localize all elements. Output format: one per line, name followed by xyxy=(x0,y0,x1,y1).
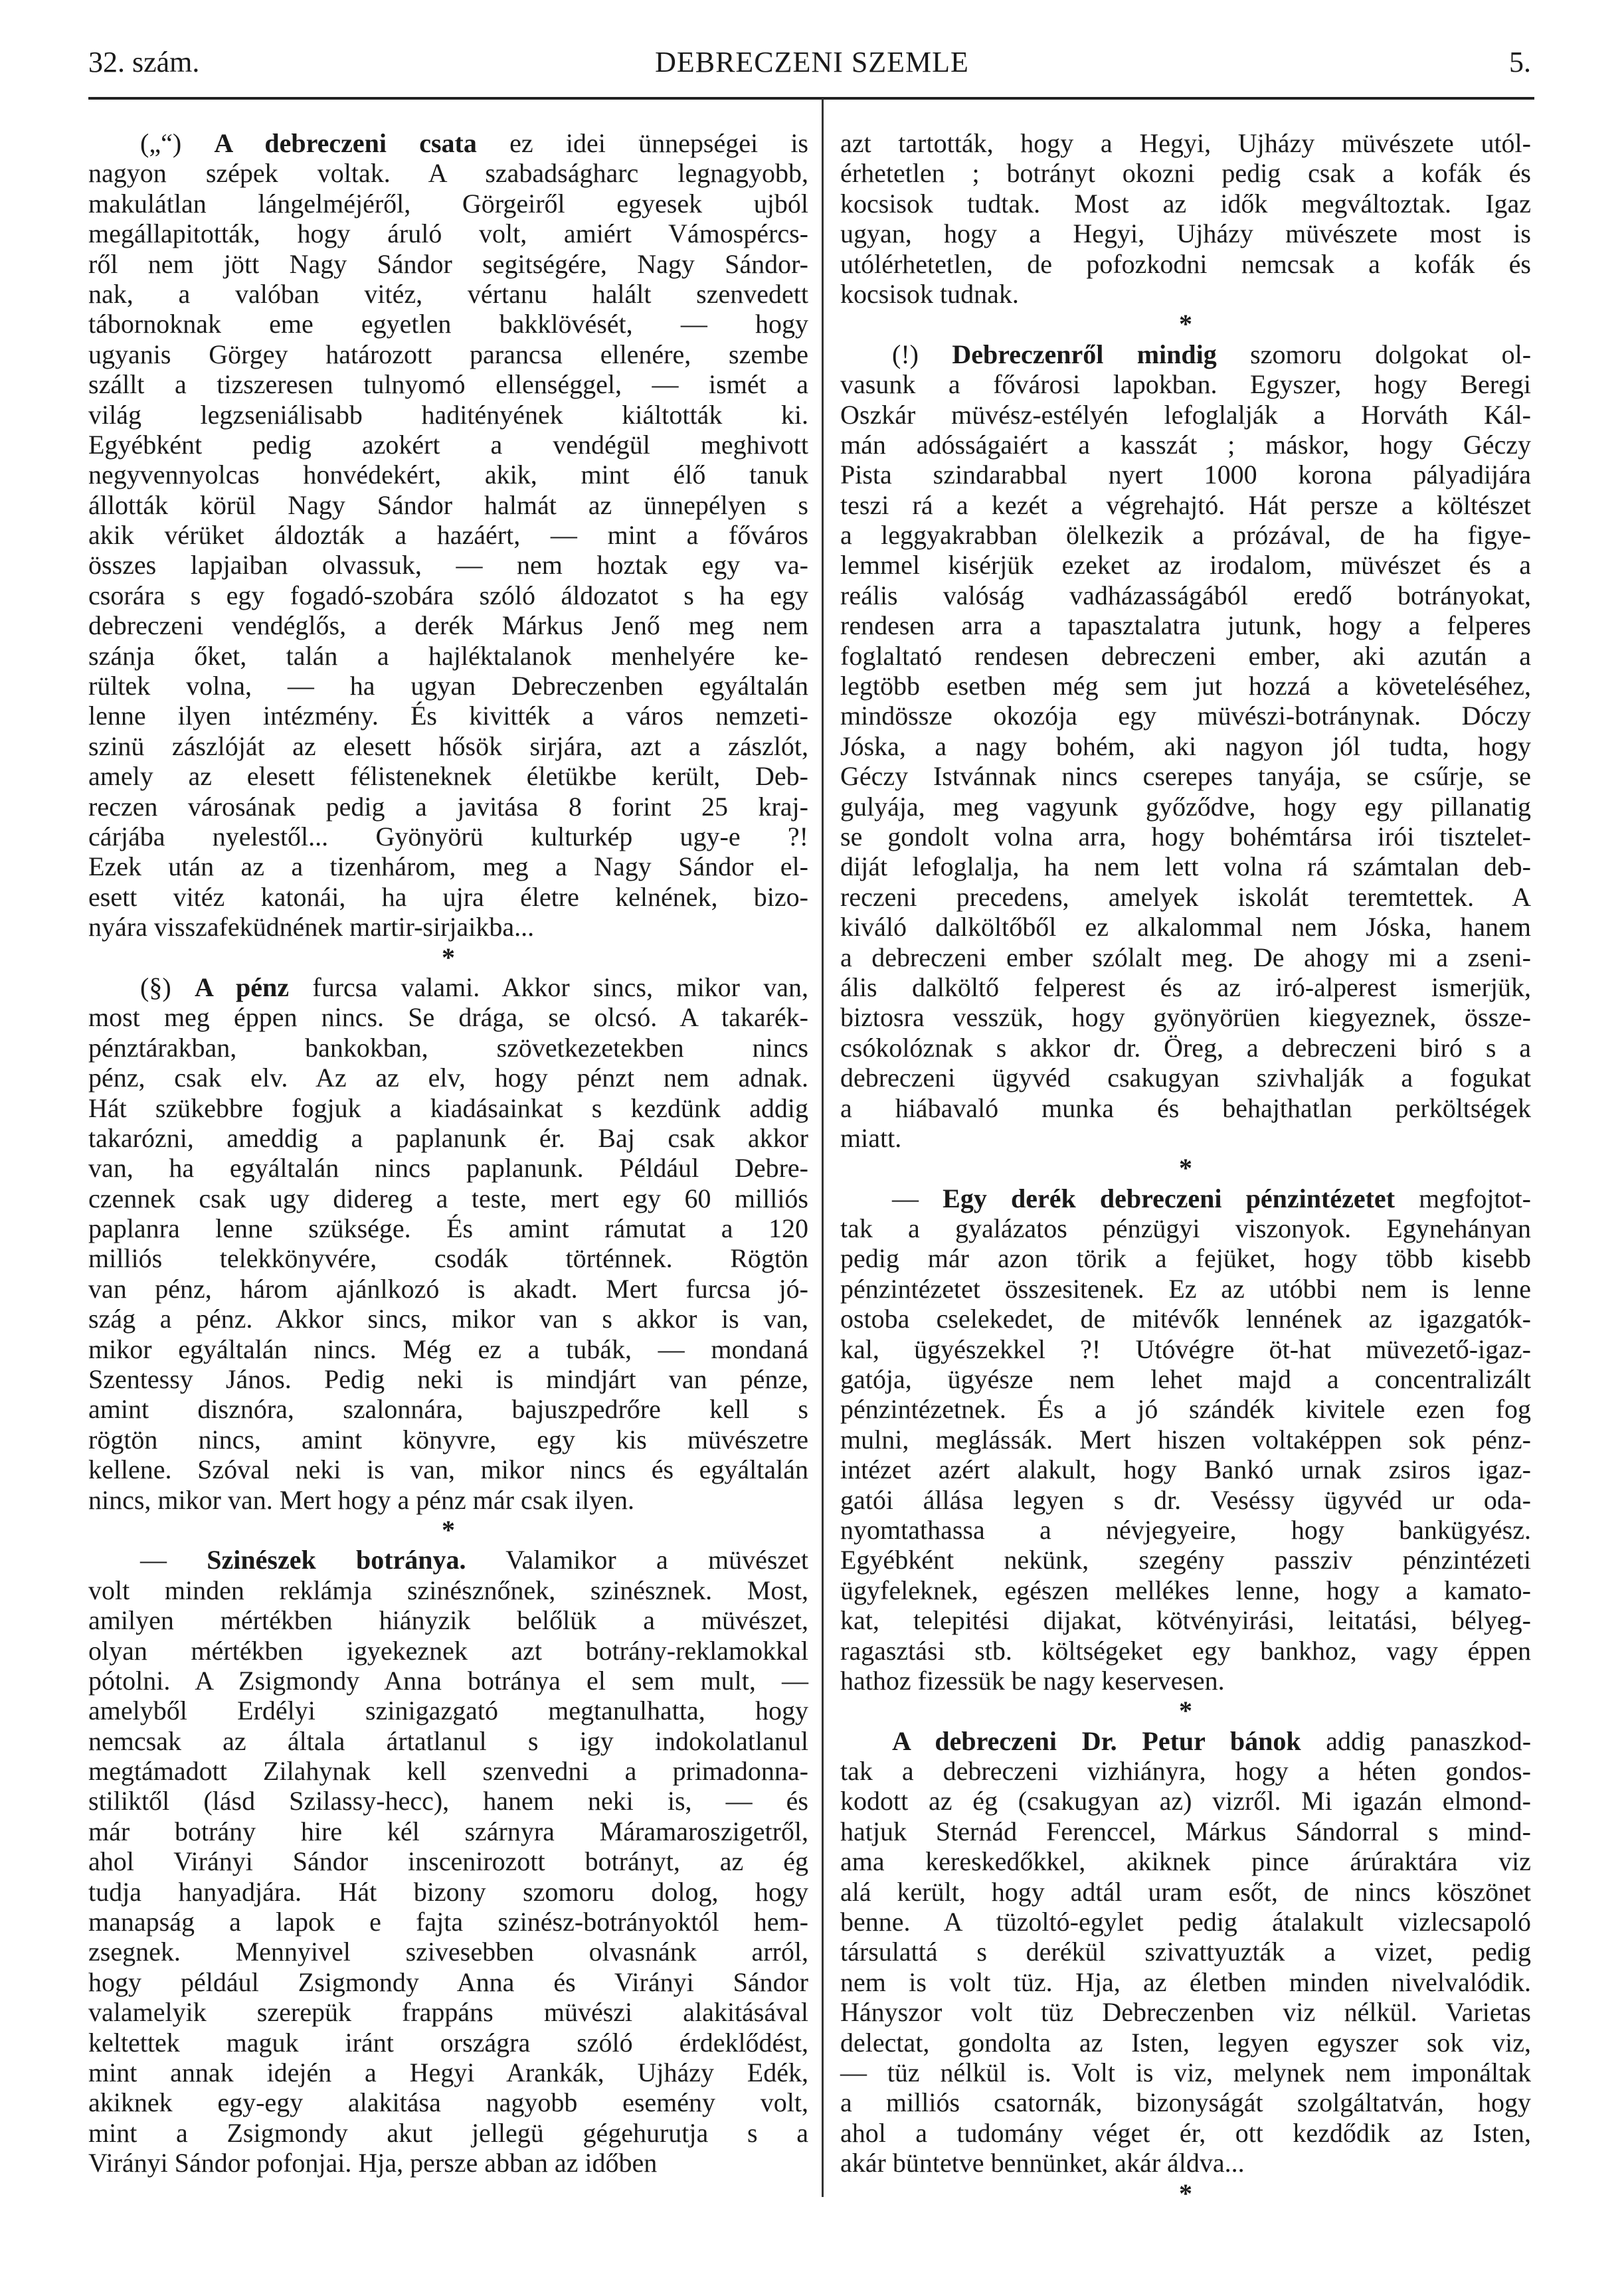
text-line xyxy=(840,158,1531,188)
text-line xyxy=(88,1454,808,1484)
line-text: pénztárakban, bankokban, szövetkezetekben nincs xyxy=(88,1032,808,1063)
line-text: állották körül Nagy Sándor halmát az ünnepélyen s xyxy=(88,489,808,520)
text-line xyxy=(840,1093,1531,1123)
line-text: társulattá s derékül szivattyuzták a vizet, pedig xyxy=(840,1937,1531,1967)
text-line xyxy=(88,1063,808,1093)
text-line xyxy=(88,1575,808,1605)
text-line xyxy=(88,1304,808,1334)
line-text: ahol a tudomány véget ér, ott kezdődik az Isten, xyxy=(840,2117,1531,2148)
text-line xyxy=(840,1063,1531,1093)
text-line xyxy=(88,2058,808,2087)
text-line xyxy=(88,189,808,219)
page-number: 5. xyxy=(1509,46,1531,78)
line-text: manapság a lapok e fajta szinész-botrányoktól hem- xyxy=(88,1907,808,1937)
line-text: rögtön nincs, amint könyvre, egy kis müvészetre xyxy=(88,1424,808,1454)
text-line xyxy=(88,1425,808,1454)
text-line xyxy=(88,882,808,912)
line-text: Hányszor volt tüz Debreczenben viz nélkül. Varietas xyxy=(840,1997,1531,2028)
line-text: keltettek maguk iránt országra szóló érdeklődést, xyxy=(88,2027,808,2058)
text-line xyxy=(840,942,1531,972)
line-text: kat, telepitési dijakat, kötvényirási, leitatási, bélyeg- xyxy=(840,1605,1531,1636)
text-line xyxy=(840,610,1531,640)
text-line xyxy=(840,1033,1531,1063)
section-separator: * xyxy=(1179,1153,1192,1184)
text-line xyxy=(840,1364,1531,1394)
text-line xyxy=(88,460,808,489)
text-line xyxy=(840,1786,1531,1816)
line-text: van pénz, három ajánlkozó is akadt. Mert furcsa jó- xyxy=(88,1273,808,1304)
text-line xyxy=(88,580,808,610)
text-line xyxy=(88,1093,808,1123)
article-paragraph xyxy=(88,972,808,1515)
article-paragraph xyxy=(88,128,808,942)
line-text: most meg éppen nincs. Se drága, se olcsó. A takarék- xyxy=(88,1002,808,1033)
article-lead: A pénz xyxy=(195,972,290,1002)
text-line xyxy=(840,580,1531,610)
text-line xyxy=(840,1575,1531,1605)
article-marker: — xyxy=(892,1183,943,1213)
article-lead: Egy derék debreczeni pénzintézetet xyxy=(943,1183,1396,1213)
line-text: pótolni. A Zsigmondy Anna botránya el sem mult, — xyxy=(88,1665,808,1696)
line-text: amely az elesett félisteneknek életükbe került, Deb- xyxy=(88,761,808,792)
text-line xyxy=(840,430,1531,460)
line-text: debreczeni vendéglős, a derék Márkus Jenő meg nem xyxy=(88,610,808,641)
line-text: makulátlan lángelméjéről, Görgeiről egyesek ujból xyxy=(88,188,808,219)
text-line xyxy=(840,1605,1531,1635)
line-text: mindössze okozója egy müvészi-botránynak. Dóczy xyxy=(840,701,1531,731)
line-text: a hiábavaló munka és behajthatlan perköltségek xyxy=(840,1093,1531,1123)
line-text: amint disznóra, szalonnára, bajuszpedrőre kell s xyxy=(88,1394,808,1425)
line-text: hathoz fizessük be nagy keservesen. xyxy=(840,1665,1225,1696)
text-line xyxy=(88,912,808,942)
issue-number: 32. szám. xyxy=(88,46,200,78)
line-text: pedig már azon törik a fejüket, hogy több kisebb xyxy=(840,1243,1531,1274)
text-line xyxy=(840,1394,1531,1424)
text-line xyxy=(88,1184,808,1213)
text-line xyxy=(840,369,1531,399)
left-column xyxy=(88,128,808,2178)
line-text: foglaltató rendesen debreczeni ember, aki azután a xyxy=(840,640,1531,671)
text-line xyxy=(88,1636,808,1666)
line-text: Jóska, a nagy bohém, aki nagyon jól tudta, hogy xyxy=(840,731,1531,761)
line-text: addig panaszkod- xyxy=(1301,1725,1532,1756)
text-line xyxy=(840,1877,1531,1907)
text-line xyxy=(88,1907,808,1937)
line-text: rendesen arra a tapasztalatra jutunk, hogy a felperes xyxy=(840,610,1531,641)
text-line xyxy=(88,1545,808,1575)
right-column xyxy=(840,128,1531,2208)
text-line xyxy=(88,430,808,460)
line-text: tak a gyalázatos pénzügyi viszonyok. Egynehányan xyxy=(840,1213,1531,1244)
text-line xyxy=(840,1937,1531,1967)
line-text: legtöbb esetben még sem jut hozzá a követeléséhez, xyxy=(840,671,1531,701)
text-line xyxy=(840,792,1531,822)
section-separator: * xyxy=(442,942,455,972)
text-line xyxy=(840,339,1531,369)
text-line xyxy=(88,128,808,158)
line-text: Egyébként nekünk, szegény passziv pénzintézeti xyxy=(840,1545,1531,1575)
line-text: vasunk a fővárosi lapokban. Egyszer, hogy Beregi xyxy=(840,369,1531,400)
line-text: szág a pénz. Akkor sincs, mikor van s akkor is van, xyxy=(88,1304,808,1334)
line-text: — tüz nélkül is. Volt is viz, melynek nem imponáltak xyxy=(840,2058,1531,2087)
line-text: ez idei ünnepségei is xyxy=(476,128,808,158)
text-line xyxy=(840,1846,1531,1876)
text-line xyxy=(88,158,808,188)
line-text: Virányi Sándor pofonjai. Hja, persze abban az időben xyxy=(88,2148,658,2178)
line-text: paplanra lenne szüksége. És amint rámutat a 120 xyxy=(88,1213,808,1244)
line-text: mán adósságaiért a kasszát ; máskor, hogy Géczy xyxy=(840,429,1531,460)
line-text: ugyan, hogy a Hegyi, Ujházy müvészete most is xyxy=(840,219,1531,249)
line-text: valamelyik szerepük frappáns müvészi alakitásával xyxy=(88,1997,808,2028)
text-line xyxy=(840,1726,1531,1756)
line-text: mint a Zsigmondy akut jellegü gégehurutja s a xyxy=(88,2117,808,2148)
text-line xyxy=(840,2118,1531,2148)
text-line xyxy=(88,1666,808,1696)
text-line xyxy=(840,189,1531,219)
text-line xyxy=(840,1334,1531,1364)
text-line xyxy=(840,1123,1531,1153)
line-text: megfojtot- xyxy=(1395,1183,1532,1213)
text-line xyxy=(88,1213,808,1243)
text-line xyxy=(840,1425,1531,1454)
article-paragraph xyxy=(840,339,1531,1154)
text-line xyxy=(840,882,1531,912)
line-text: Ezek után az a tizenhárom, meg a Nagy Sándor el- xyxy=(88,851,808,882)
text-line xyxy=(840,2058,1531,2087)
text-line xyxy=(88,1153,808,1183)
line-text: reczen városának pedig a javitása 8 forint 25 kraj- xyxy=(88,791,808,822)
line-text: miatt. xyxy=(840,1122,902,1153)
line-text: nyomtathassa a névjegyeire, hogy bankügyész. xyxy=(840,1514,1531,1545)
text-line xyxy=(840,1907,1531,1937)
text-line xyxy=(88,520,808,550)
text-line xyxy=(88,671,808,701)
line-text: se gondolt volna arra, hogy bohémtársa irói tisztelet- xyxy=(840,821,1531,851)
article-lead: A debreczeni Dr. Petur bánok xyxy=(892,1725,1301,1756)
line-text: negyvennyolcas honvédekért, akik, mint élő tanuk xyxy=(88,460,808,490)
line-text: intézet azért alakult, hogy Bankó urnak zsiros igaz- xyxy=(840,1454,1531,1485)
text-line xyxy=(840,400,1531,430)
line-text: Oszkár müvész-estélyén lefoglalják a Horváth Kál- xyxy=(840,399,1531,430)
line-text: szinü zászlóját az elesett hősök sirjára, azt a zászlót, xyxy=(88,731,808,761)
text-line xyxy=(840,1002,1531,1032)
line-text: delectat, gondolta az Isten, legyen egyszer sok viz, xyxy=(840,2027,1531,2058)
text-line xyxy=(88,851,808,881)
text-line xyxy=(88,1756,808,1786)
line-text: amelyből Erdélyi szinigazgató megtanulhatta, hogy xyxy=(88,1696,808,1726)
text-line xyxy=(840,851,1531,881)
line-text: nemcsak az általa ártatlanul s igy indokolatlanul xyxy=(88,1725,808,1756)
text-line xyxy=(88,1937,808,1967)
line-text: ragasztási stb. költségeket egy bankhoz, vagy éppen xyxy=(840,1635,1531,1666)
line-text: szállt a tizszeresen tulnyomó ellenséggel, — ismét a xyxy=(88,369,808,400)
line-text: mint annak idején a Hegyi Arankák, Ujházy Edék, xyxy=(88,2058,808,2087)
text-line xyxy=(88,400,808,430)
text-line xyxy=(88,1364,808,1394)
text-line xyxy=(840,1636,1531,1666)
line-text: furcsa valami. Akkor sincs, mikor van, xyxy=(289,972,808,1002)
text-line xyxy=(840,1274,1531,1304)
line-text: rültek volna, — ha ugyan Debreczenben egyáltalán xyxy=(88,671,808,701)
text-line xyxy=(840,2028,1531,2058)
text-line xyxy=(88,369,808,399)
text-line xyxy=(840,1997,1531,2027)
line-text: csókolóznak s akkor dr. Öreg, a debreczeni biró s a xyxy=(840,1032,1531,1063)
line-text: lenne ilyen intézmény. És kivitték a város nemzeti- xyxy=(88,701,808,731)
text-line xyxy=(88,641,808,671)
line-text: ostoba cselekedet, de mitévők lennének az igazgatók- xyxy=(840,1304,1531,1334)
article-lead: A debreczeni csata xyxy=(214,128,477,158)
line-text: kellene. Szóval neki is van, mikor nincs és egyáltalán xyxy=(88,1454,808,1485)
line-text: kiváló dalköltőből ez alkalommal nem Jóska, hanem xyxy=(840,912,1531,942)
article-marker: („“) xyxy=(140,128,215,158)
text-line xyxy=(840,520,1531,550)
line-text: akár büntetve bennünket, akár áldva... xyxy=(840,2148,1245,2178)
text-line xyxy=(840,1756,1531,1786)
line-text: pénzintézetnek. És a jó szándék kivitele ezen fog xyxy=(840,1394,1531,1425)
line-text: Géczy Istvánnak nincs cserepes tanyája, se csűrje, se xyxy=(840,761,1531,792)
line-text: azt tartották, hogy a Hegyi, Ujházy müvészete utól- xyxy=(840,128,1531,158)
line-text: kocsisok tudnak. xyxy=(840,278,1019,309)
line-text: nagyon szépek voltak. A szabadságharc legnagyobb, xyxy=(88,158,808,189)
line-text: a debreczeni ember szólalt meg. De ahogy mi a zseni- xyxy=(840,942,1531,972)
section-separator: * xyxy=(1179,309,1192,339)
text-line xyxy=(840,1666,1531,1696)
text-line xyxy=(88,550,808,580)
line-text: alá került, hogy adtál uram esőt, de nincs köszönet xyxy=(840,1876,1531,1907)
line-text: hogy például Zsigmondy Anna és Virányi Sándor xyxy=(88,1967,808,1997)
line-text: nyára visszafeküdnének martir-sirjaikba... xyxy=(88,912,535,942)
column-divider xyxy=(822,98,824,2197)
text-line xyxy=(840,128,1531,158)
article-marker: — xyxy=(140,1545,207,1575)
text-line xyxy=(840,822,1531,851)
line-text: cárjába nyelestől... Gyönyörü kulturkép ugy-e ?! xyxy=(88,821,808,851)
text-line xyxy=(88,1997,808,2027)
text-line xyxy=(88,1243,808,1273)
text-line xyxy=(88,731,808,761)
text-line xyxy=(840,1454,1531,1484)
text-line xyxy=(840,550,1531,580)
text-line xyxy=(840,1304,1531,1334)
line-text: teszi rá a kezét a végrehajtó. Hát persze a költészet xyxy=(840,489,1531,520)
line-text: ahol Virányi Sándor inscenirozott botrányt, az ég xyxy=(88,1846,808,1877)
line-text: ügyfeleknek, egészen mellékes lenne, hogy a kamato- xyxy=(840,1575,1531,1605)
line-text: gatója, ügyésze nem lehet majd a concentralizált xyxy=(840,1364,1531,1395)
line-text: diját lefoglalja, ha nem lett volna rá számtalan deb- xyxy=(840,851,1531,882)
line-text: nincs, mikor van. Mert hogy a pénz már csak ilyen. xyxy=(88,1484,634,1515)
text-line xyxy=(88,792,808,822)
text-line xyxy=(840,761,1531,791)
text-line xyxy=(840,972,1531,1002)
line-text: megtámadott Zilahynak kell szenvedni a primadonna- xyxy=(88,1756,808,1787)
line-text: utólérhetetlen, de pofozkodni nemcsak a kofák és xyxy=(840,248,1531,279)
text-line xyxy=(88,1877,808,1907)
line-text: milliós telekkönyvére, csodák történnek. Rögtön xyxy=(88,1243,808,1274)
text-line xyxy=(840,701,1531,731)
text-line xyxy=(840,1485,1531,1515)
line-text: Szentessy János. Pedig neki is mindjárt van pénze, xyxy=(88,1364,808,1395)
text-line xyxy=(88,1394,808,1424)
line-text: kocsisok tudtak. Most az idők megváltoztak. Igaz xyxy=(840,188,1531,219)
line-text: gulyája, meg vagyunk győződve, hogy egy pillanatig xyxy=(840,791,1531,822)
text-line xyxy=(88,610,808,640)
line-text: mulni, meglássák. Mert hiszen voltaképpen sok pénz- xyxy=(840,1424,1531,1454)
line-text: csorára s egy fogadó-szobára szóló áldozatot s ha egy xyxy=(88,580,808,610)
text-line xyxy=(88,822,808,851)
text-line xyxy=(88,490,808,520)
line-text: szánja őket, talán a hajléktalanok menhelyére ke- xyxy=(88,640,808,671)
line-text: zsegnek. Mennyivel szivesebben olvasnánk arról, xyxy=(88,1937,808,1967)
line-text: Hát szükebbre fogjuk a kiadásainkat s kezdünk addig xyxy=(88,1093,808,1123)
text-line xyxy=(88,249,808,279)
text-line xyxy=(840,460,1531,489)
article-paragraph xyxy=(840,1726,1531,2178)
text-line xyxy=(840,1515,1531,1545)
line-text: lemmel kisérjük ezeket az irodalom, müvészet és a xyxy=(840,550,1531,580)
text-line xyxy=(840,641,1531,671)
line-text: reális valóság vadházasságából eredő botrányokat, xyxy=(840,580,1531,610)
line-text: Pista szindarabbal nyert 1000 korona pályadijára xyxy=(840,460,1531,490)
text-line xyxy=(88,1605,808,1635)
article-lead: Debreczenről mindig xyxy=(952,339,1217,369)
line-text: takarózni, ameddig a paplanunk ér. Baj csak akkor xyxy=(88,1122,808,1153)
text-line xyxy=(88,2087,808,2117)
text-line xyxy=(88,1123,808,1153)
text-line xyxy=(840,1213,1531,1243)
article-lead: Szinészek botránya. xyxy=(207,1545,466,1575)
text-line xyxy=(840,279,1531,309)
text-line xyxy=(88,1696,808,1725)
text-line xyxy=(88,2148,808,2178)
line-text: olyan mértékben igyekeznek azt botrány-reklamokkal xyxy=(88,1635,808,1666)
line-text: akik vérüket áldozták a hazáért, — mint a főváros xyxy=(88,520,808,551)
text-line xyxy=(88,1033,808,1063)
text-line xyxy=(88,761,808,791)
text-line xyxy=(88,1726,808,1756)
text-line xyxy=(88,2028,808,2058)
line-text: világ legzseniálisabb haditényének kiáltották ki. xyxy=(88,399,808,430)
line-text: pénz, csak elv. Az az elv, hogy pénzt nem adnak. xyxy=(88,1063,808,1093)
line-text: ama kereskedőkkel, akiknek pince árúraktára viz xyxy=(840,1846,1531,1877)
text-line xyxy=(840,249,1531,279)
line-text: tak a debreczeni vizhiányra, hogy a héten gondos- xyxy=(840,1756,1531,1787)
text-line xyxy=(88,1334,808,1364)
text-line xyxy=(840,2087,1531,2117)
text-line xyxy=(88,279,808,309)
text-line xyxy=(840,671,1531,701)
line-text: volt minden reklámja szinésznőnek, szinésznek. Most, xyxy=(88,1575,808,1605)
line-text: amilyen mértékben hiányzik belőlük a müvészet, xyxy=(88,1605,808,1636)
article-marker: (!) xyxy=(892,339,952,369)
text-line xyxy=(88,1967,808,1997)
line-text: nak, a valóban vitéz, vértanu halált szenvedett xyxy=(88,278,808,309)
line-text: ális dalköltő felperest és az iró-alperest ismerjük, xyxy=(840,972,1531,1002)
text-line xyxy=(840,1816,1531,1846)
line-text: kal, ügyészekkel ?! Utóvégre öt-hat müvezető-igaz- xyxy=(840,1334,1531,1364)
text-line xyxy=(88,1002,808,1032)
line-text: stiliktől (lásd Szilassy-hecc), hanem neki is, — és xyxy=(88,1786,808,1816)
line-text: tudja hanyadjára. Hát bizony szomoru dolog, hogy xyxy=(88,1876,808,1907)
text-line xyxy=(840,1545,1531,1575)
text-line xyxy=(840,1967,1531,1997)
line-text: esett vitéz katonái, ha ujra életre kelnének, bizo- xyxy=(88,881,808,912)
line-text: kodott az ég (csakugyan az) vizről. Mi igazán elmond- xyxy=(840,1786,1531,1816)
line-text: tábornoknak eme egyetlen bakklövését, — hogy xyxy=(88,309,808,339)
text-line xyxy=(88,2118,808,2148)
text-line xyxy=(88,219,808,248)
line-text: szomoru dolgokat ol- xyxy=(1216,339,1532,369)
line-text: ugyanis Görgey határozott parancsa ellenére, szembe xyxy=(88,339,808,369)
line-text: biztosra vesszük, hogy gyönyörüen kiegyeznek, össze- xyxy=(840,1002,1531,1033)
section-separator: * xyxy=(1179,1696,1192,1726)
text-line xyxy=(88,1816,808,1846)
newspaper-title: DEBRECZENI SZEMLE xyxy=(655,46,969,78)
text-line xyxy=(840,2148,1531,2178)
article-marker: (§) xyxy=(140,972,195,1002)
text-line xyxy=(88,339,808,369)
section-separator: * xyxy=(442,1514,455,1545)
line-text: összes lapjaiban olvassuk, — nem hoztak egy va- xyxy=(88,550,808,580)
header-rule xyxy=(88,97,1534,100)
line-text: megállapitották, hogy áruló volt, amiért Vámospércs- xyxy=(88,219,808,249)
line-text: benne. A tüzoltó-egylet pedig átalakult vizlecsapoló xyxy=(840,1907,1531,1937)
text-line xyxy=(88,1846,808,1876)
text-line xyxy=(840,1243,1531,1273)
text-line xyxy=(840,219,1531,248)
text-line xyxy=(840,1184,1531,1213)
line-text: hatjuk Sternád Ferenccel, Márkus Sándorral s mind- xyxy=(840,1816,1531,1846)
text-line xyxy=(840,731,1531,761)
article-paragraph xyxy=(840,1184,1531,1696)
line-text: mikor egyáltalán nincs. Még ez a tubák, — mondaná xyxy=(88,1334,808,1364)
line-text: debreczeni ügyvéd csakugyan szivhalják a fogukat xyxy=(840,1063,1531,1093)
text-line xyxy=(88,701,808,731)
line-text: czennek csak ugy didereg a teste, mert egy 60 milliós xyxy=(88,1183,808,1213)
line-text: Egyébként pedig azokért a vendégül meghivott xyxy=(88,429,808,460)
line-text: akiknek egy-egy alakitása nagyobb esemény volt, xyxy=(88,2087,808,2118)
line-text: már botrány hire kél szárnyra Máramaroszigetről, xyxy=(88,1816,808,1846)
line-text: gatói állása legyen s dr. Veséssy ügyvéd ur oda- xyxy=(840,1484,1531,1515)
line-text: a leggyakrabban ölelkezik a prózával, de ha figye- xyxy=(840,520,1531,551)
section-separator: * xyxy=(1179,2178,1192,2208)
text-line xyxy=(840,912,1531,942)
line-text: van, ha egyáltalán nincs paplanunk. Például Debre- xyxy=(88,1153,808,1184)
text-line xyxy=(88,1786,808,1816)
line-text: reczeni precedens, amelyek iskolát teremtettek. A xyxy=(840,881,1531,912)
article-paragraph xyxy=(840,128,1531,309)
line-text: érhetetlen ; botrányt okozni pedig csak a kofák és xyxy=(840,158,1531,189)
text-line xyxy=(840,490,1531,520)
line-text: Valamikor a müvészet xyxy=(466,1545,809,1575)
text-line xyxy=(88,1485,808,1515)
text-line xyxy=(88,309,808,339)
text-line xyxy=(88,972,808,1002)
line-text: ről nem jött Nagy Sándor segitségére, Nagy Sándor- xyxy=(88,248,808,279)
line-text: a milliós csatornák, bizonyságát szolgáltatván, hogy xyxy=(840,2087,1531,2118)
text-line xyxy=(88,1274,808,1304)
article-paragraph xyxy=(88,1545,808,2178)
line-text: pénzintézetet összesitenek. Ez az utóbbi nem is lenne xyxy=(840,1273,1531,1304)
line-text: nem is volt tüz. Hja, az életben minden nivelvalódik. xyxy=(840,1967,1531,1997)
